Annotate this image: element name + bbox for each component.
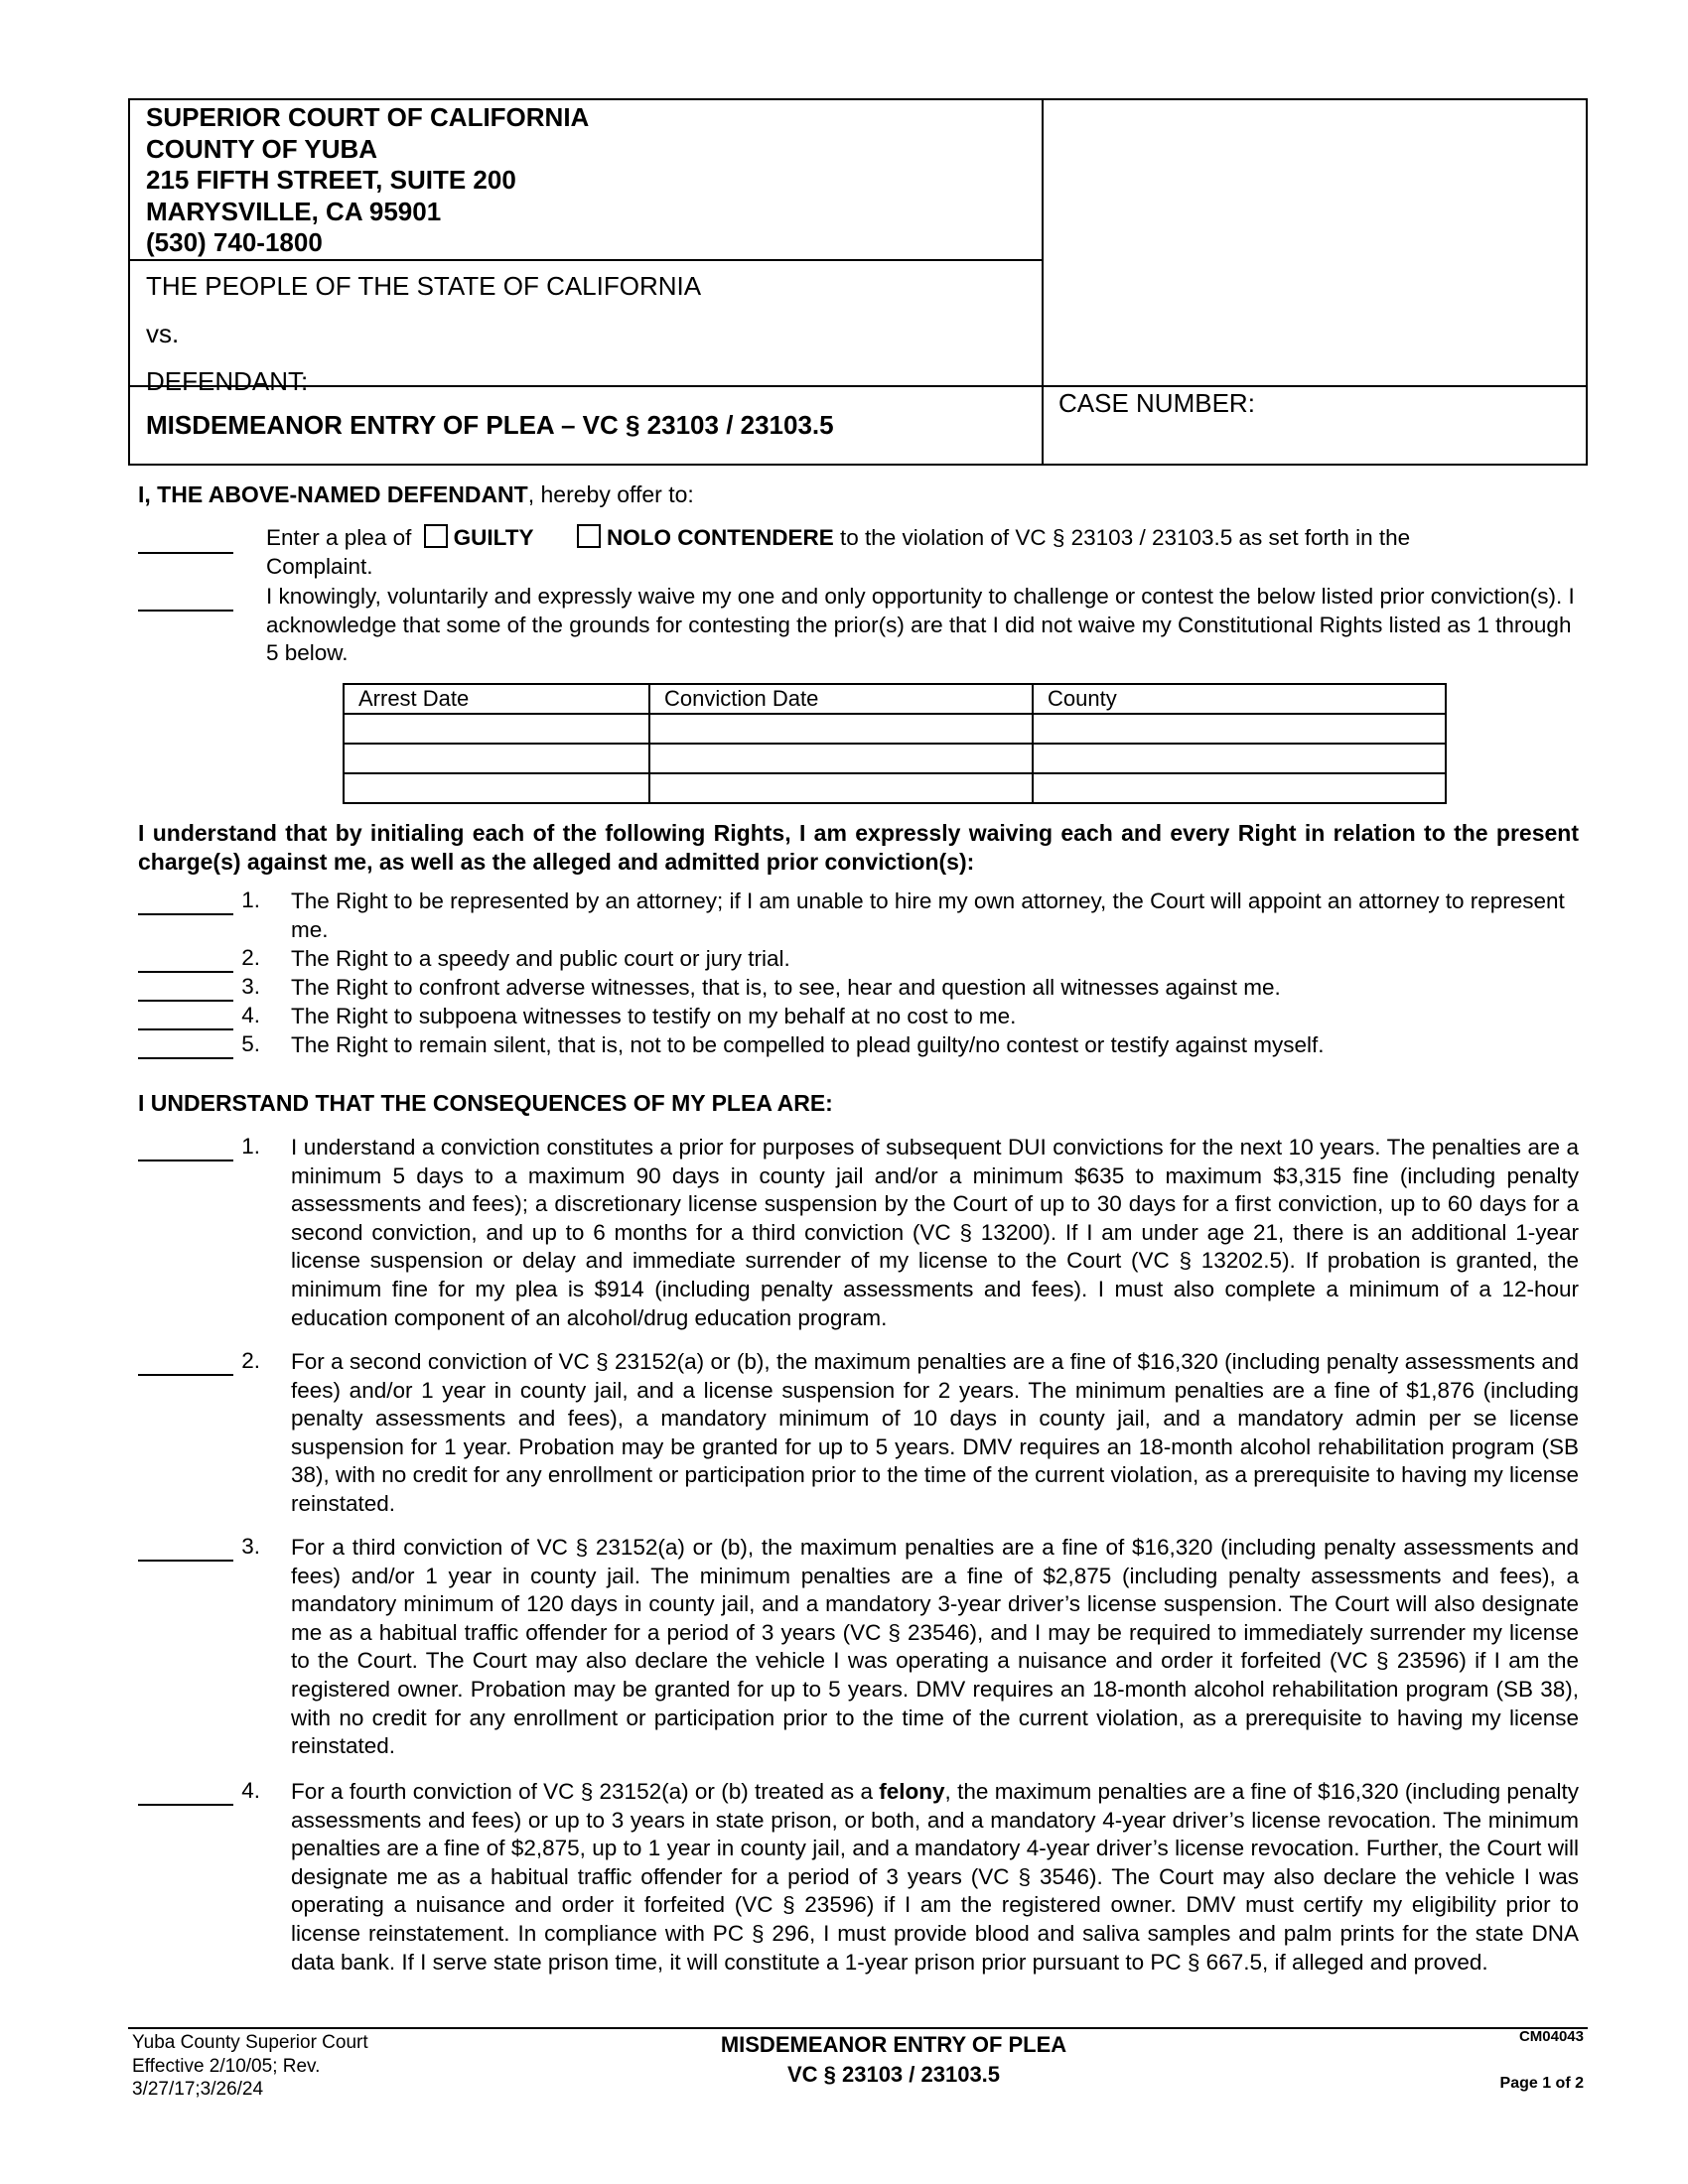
guilty-label: GUILTY xyxy=(453,525,534,550)
plea-cont: Complaint. xyxy=(266,554,373,579)
right-text: The Right to be represented by an attorney; if I am unable to hire my own attorney, the Court will appoint an attorney to represent me. xyxy=(291,888,1565,942)
intro-line xyxy=(138,481,694,508)
item-number: 3. xyxy=(241,974,260,999)
right-text: The Right to confront adverse witnesses, that is, to see, hear and question all witnesses against me. xyxy=(291,975,1281,1000)
footer-title-line: VC § 23103 / 23103.5 xyxy=(786,2062,1001,2087)
initial-blank[interactable] xyxy=(138,552,233,554)
item-number: 4. xyxy=(241,1003,260,1027)
plea-line xyxy=(266,524,1579,553)
defendant-label[interactable]: DEFENDANT: xyxy=(146,366,309,396)
table-row xyxy=(344,744,1446,773)
item-number: 4. xyxy=(241,1778,260,1803)
divider xyxy=(130,259,1042,261)
item-number: 1. xyxy=(241,887,260,912)
form-title: MISDEMEANOR ENTRY OF PLEA – VC § 23103 / 23103.5 xyxy=(146,410,834,440)
plaintiff: THE PEOPLE OF THE STATE OF CALIFORNIA xyxy=(146,271,702,301)
parties xyxy=(146,262,701,405)
initial-blank[interactable] xyxy=(138,610,233,612)
nolo-label: NOLO CONTENDERE xyxy=(606,525,834,550)
item-number: 2. xyxy=(241,1348,260,1373)
consequences-heading: I UNDERSTAND THAT THE CONSEQUENCES OF MY PLEA ARE: xyxy=(138,1090,833,1116)
initial-blank[interactable] xyxy=(138,1804,233,1806)
consequence-rest: , the maximum penalties are a fine of $16,320 (including penalty assessments and fees) or up to 3 years in state prison, or both, and a mandatory 4-year driver’s license revocation. The minimum penalties are a fine of $2,875, up to 1 year in county jail, and a mandatory 4-year driver’s license revocation. Further, the Court will designate me as a habitual traffic offender for a period of 3 years (VC § 3546). The Court may also declare the vehicle I was operating a nuisance and order it forfeited (VC § 23596) if I am the registered owner. DMV must certify my eligibility prior to license reinstatement. In compliance with PC § 296, I must provide blood and saliva samples and palm prints for the state DNA data bank. If I serve state prison time, it will constitute a 1-year prison prior pursuant to PC § 667.5, if alleged and proved. xyxy=(291,1779,1579,1975)
consequence-pre: For a fourth conviction of VC § 23152(a) or (b) treated as a xyxy=(291,1779,880,1804)
footer-court: Yuba County Superior Court xyxy=(132,2032,368,2053)
table-cell[interactable] xyxy=(1033,744,1446,773)
footer-left xyxy=(132,2031,368,2102)
initial-blank[interactable] xyxy=(138,1160,233,1161)
initial-blank[interactable] xyxy=(138,1057,233,1059)
table-cell[interactable] xyxy=(1033,773,1446,803)
plea-rest: to the violation of VC § 23103 / 23103.5 as set forth in the xyxy=(840,525,1411,550)
footer-effective: Effective 2/10/05; Rev. xyxy=(132,2055,321,2077)
initial-blank[interactable] xyxy=(138,1028,233,1030)
court-address xyxy=(146,102,589,259)
table-cell[interactable] xyxy=(344,744,649,773)
nolo-checkbox[interactable] xyxy=(577,524,601,548)
table-cell[interactable] xyxy=(649,714,1033,744)
table-cell[interactable] xyxy=(649,773,1033,803)
initial-blank[interactable] xyxy=(138,971,233,973)
footer-title xyxy=(596,2030,1192,2090)
court-line: COUNTY OF YUBA xyxy=(146,133,378,164)
item-number: 2. xyxy=(241,945,260,970)
intro-rest: , hereby offer to: xyxy=(527,481,694,507)
caption-box xyxy=(128,98,1588,466)
footer-title-line: MISDEMEANOR ENTRY OF PLEA xyxy=(720,2032,1067,2057)
waiver-text: I knowingly, voluntarily and expressly waive my one and only opportunity to challenge or contest the below listed prior conviction(s). I acknowledge that some of the grounds for contesting the prior(s) are that I did not waive my Constitutional Rights listed as 1 through 5 below. xyxy=(266,584,1575,666)
table-row xyxy=(344,714,1446,744)
table-cell[interactable] xyxy=(649,744,1033,773)
court-line: 215 FIFTH STREET, SUITE 200 xyxy=(146,165,516,195)
table-cell[interactable] xyxy=(344,773,649,803)
initial-blank[interactable] xyxy=(138,913,233,915)
page-number: Page 1 of 2 xyxy=(1499,2075,1584,2092)
right-text: The Right to remain silent, that is, not to be compelled to plead guilty/no contest or testify against myself. xyxy=(291,1032,1325,1057)
col-arrest-date: Arrest Date xyxy=(344,684,649,714)
form-code: CM04043 xyxy=(1518,2028,1584,2045)
initial-blank[interactable] xyxy=(138,1000,233,1002)
table-cell[interactable] xyxy=(344,714,649,744)
initial-blank[interactable] xyxy=(138,1560,233,1562)
initial-blank[interactable] xyxy=(138,1374,233,1376)
footer-revised: 3/27/17;3/26/24 xyxy=(132,2079,264,2100)
table-row xyxy=(344,773,1446,803)
consequence-text: For a third conviction of VC § 23152(a) or (b), the maximum penalties are a fine of $16,320 (including penalty assessments and fees) and/or 1 year in county jail. The minimum penalties are a fine of $2,875 (including penalty assessments and fees), a mandatory minimum of 120 days in county jail, and a mandatory 3-year driver’s license suspension. The Court will also designate me as a habitual traffic offender for a period of 3 years (VC § 23546), and I may be required to immediately surrender my license to the Court. The Court may also declare the vehicle I was operating a nuisance and order it forfeited (VC § 23596) if I am the registered owner. Probation may be granted for up to 5 years. DMV requires an 18-month alcohol rehabilitation program (SB 38), with no credit for any enrollment or participation prior to the time of the current violation, as a prerequisite to having my license reinstated. xyxy=(291,1535,1579,1759)
prior-convictions-table xyxy=(343,683,1447,804)
item-number: 1. xyxy=(241,1134,260,1159)
intro-bold: I, THE ABOVE-NAMED DEFENDANT xyxy=(138,481,528,507)
felony-emphasis: felony xyxy=(879,1779,945,1804)
right-text: The Right to subpoena witnesses to testify on my behalf at no cost to me. xyxy=(291,1004,1017,1028)
court-line: (530) 740-1800 xyxy=(146,227,323,257)
rights-heading: I understand that by initialing each of the following Rights, I am expressly waiving each and every Right in relation to the present charge(s) against me, as well as the alleged and admitted prior conviction(s): xyxy=(138,820,1579,875)
table-cell[interactable] xyxy=(1033,714,1446,744)
item-number: 5. xyxy=(241,1031,260,1056)
consequence-text: I understand a conviction constitutes a prior for purposes of subsequent DUI convictions for the next 10 years. The penalties are a minimum 5 days to a maximum 90 days in county jail and/or a minimum $635 to maximum $3,315 fine (including penalty assessments and fees); a discretionary license suspension by the Court of up to 30 days for a first conviction, up to 60 days for a second conviction, and up to 6 months for a third conviction (VC § 13200). If I am under age 21, there is an additional 1-year license suspension or delay and immediate surrender of my license to the Court (VC § 13202.5). If probation is granted, the minimum fine for my plea is $914 (including penalty assessments and fees). I must also complete a minimum of a 12-hour education component of an alcohol/drug education program. xyxy=(291,1135,1579,1330)
col-county: County xyxy=(1033,684,1446,714)
plea-enter: Enter a plea of xyxy=(266,525,412,550)
consequence-text xyxy=(291,1778,1579,1977)
table-header-row xyxy=(344,684,1446,714)
right-text: The Right to a speedy and public court or jury trial. xyxy=(291,946,790,971)
col-conviction-date: Conviction Date xyxy=(649,684,1033,714)
consequence-text: For a second conviction of VC § 23152(a) or (b), the maximum penalties are a fine of $16,320 (including penalty assessments and fees) and/or 1 year in county jail, and a license suspension for 2 years. The minimum penalties are a fine of $1,876 (including penalty assessments and fees), a mandatory minimum of 10 days in county jail, and a mandatory admin per se license suspension for 1 year. Probation may be granted for up to 5 years. DMV requires an 18-month alcohol rehabilitation program (SB 38), with no credit for any enrollment or participation prior to the time of the current violation, as a prerequisite to having my license reinstated. xyxy=(291,1349,1579,1516)
versus: vs. xyxy=(146,319,180,348)
item-number: 3. xyxy=(241,1534,260,1559)
case-number-label[interactable]: CASE NUMBER: xyxy=(1058,388,1255,418)
divider xyxy=(1042,100,1044,464)
guilty-checkbox[interactable] xyxy=(424,524,448,548)
court-line: SUPERIOR COURT OF CALIFORNIA xyxy=(146,102,590,132)
court-line: MARYSVILLE, CA 95901 xyxy=(146,196,442,226)
footer-divider xyxy=(128,2027,1588,2029)
